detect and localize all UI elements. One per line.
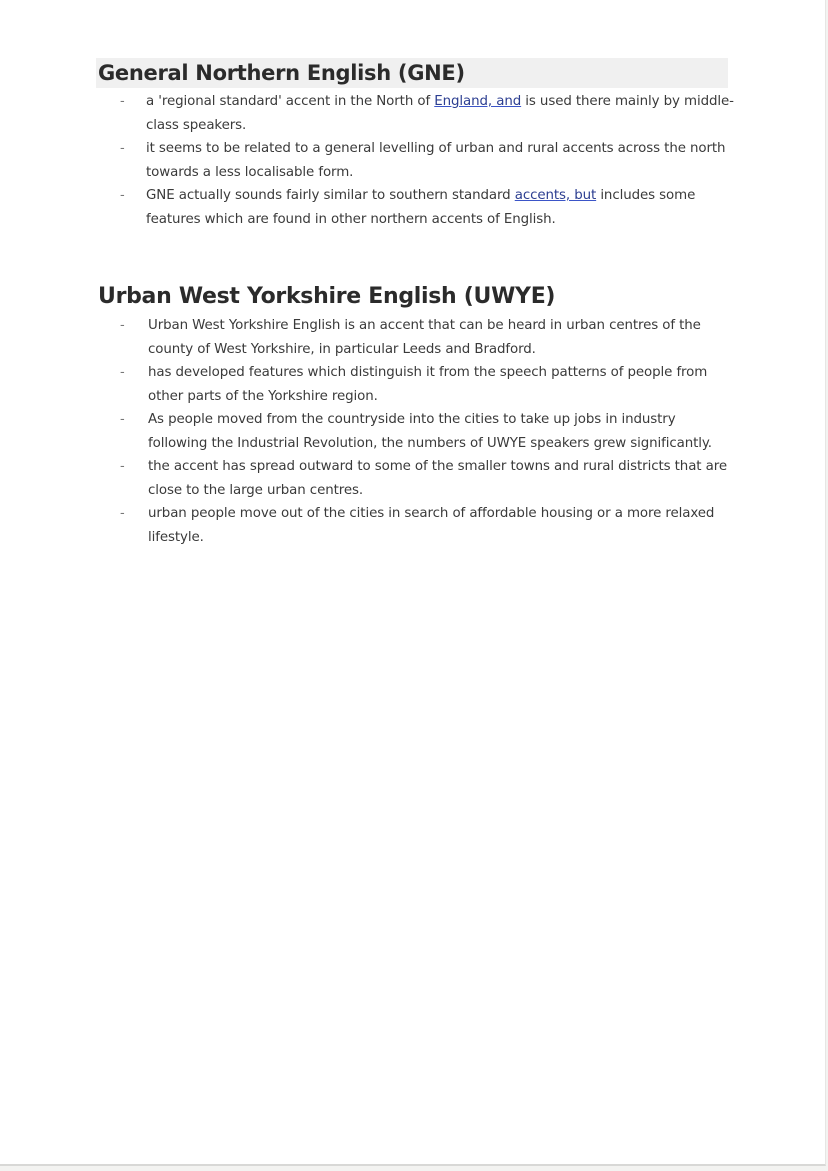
bullet-text-end: includes some features which are found in other northern accents of English. <box>146 188 696 227</box>
bullet-text: it seems to be related to a general levelling of urban and rural accents across the north towards a less localisable form. <box>146 141 726 180</box>
gne-bullet-2 <box>96 137 736 184</box>
bullet-text-start: GNE actually sounds fairly similar to southern standard <box>146 188 515 203</box>
bullet-text-end: is used there mainly by middle-class speakers. <box>146 94 734 133</box>
england-and-link[interactable]: England, and <box>434 94 522 109</box>
gne-bullet-list <box>96 90 736 231</box>
bullet-dash: - <box>120 318 125 333</box>
accents-but-link[interactable]: accents, but <box>514 188 597 203</box>
uwye-bullet-4 <box>96 455 736 502</box>
bullet-text: the accent has spread outward to some of the smaller towns and rural districts that are close to the large urban centres. <box>148 459 727 498</box>
bullet-text: has developed features which distinguish it from the speech patterns of people from other parts of the Yorkshire region. <box>148 365 708 404</box>
bullet-dash: - <box>120 94 125 109</box>
gne-bullet-1 <box>96 90 736 137</box>
bullet-dash: - <box>120 506 125 521</box>
bullet-dash: - <box>120 459 125 474</box>
bullet-text: As people moved from the countryside into the cities to take up jobs in industry following the Industrial Revolution, the numbers of UWYE speakers grew significantly. <box>148 412 712 451</box>
bullet-text: urban people move out of the cities in search of affordable housing or a more relaxed lifestyle. <box>148 506 715 545</box>
bullet-text: Urban West Yorkshire English is an accent that can be heard in urban centres of the county of West Yorkshire, in particular Leeds and Bradford. <box>148 318 701 357</box>
bullet-dash: - <box>120 141 125 156</box>
gne-heading: General Northern English (GNE) <box>96 58 728 88</box>
uwye-bullet-5 <box>96 502 736 549</box>
gne-bullet-3 <box>96 184 736 231</box>
uwye-bullet-2 <box>96 361 736 408</box>
bullet-dash: - <box>120 188 125 203</box>
gne-section <box>96 58 736 231</box>
bullet-dash: - <box>120 365 125 380</box>
bullet-text-start: a 'regional standard' accent in the North of <box>146 94 435 109</box>
bullet-dash: - <box>120 412 125 427</box>
uwye-section <box>96 282 736 549</box>
uwye-bullet-list <box>96 314 736 549</box>
uwye-heading: Urban West Yorkshire English (UWYE) <box>98 284 556 309</box>
uwye-bullet-1 <box>96 314 736 361</box>
uwye-bullet-3 <box>96 408 736 455</box>
